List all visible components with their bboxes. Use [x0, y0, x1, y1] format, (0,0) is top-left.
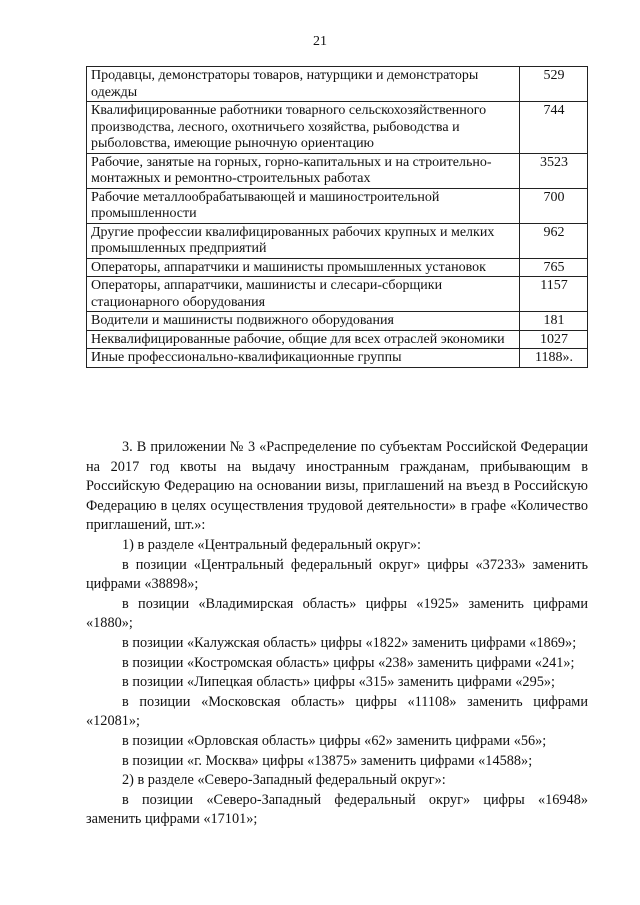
table-row [87, 188, 588, 223]
profession-group-cell: Иные профессионально-квалификационные группы [87, 349, 520, 368]
paragraph-item: в позиции «Липецкая область» цифры «315» заменить цифрами «295»; [122, 674, 555, 691]
page-number: 21 [313, 34, 327, 49]
quota-value-cell: 700 [520, 188, 588, 223]
table-row [87, 223, 588, 258]
profession-group-cell: Рабочие, занятые на горных, горно-капитальных и на строительно-монтажных и ремонтно-строительных работах [87, 153, 520, 188]
quota-value-cell: 1027 [520, 330, 588, 349]
quota-value-cell: 744 [520, 102, 588, 154]
paragraph-appendix-3: 3. В приложении № 3 «Распределение по субъектам Российской Федерации на 2017 год квоты на выдачу иностранным гражданам, прибывающим в Российскую Федерацию на основании визы, приглашений на въезд в Российскую Федерацию в целях осуществления трудовой деятельности» в графе «Количество приглашений, шт.»: [86, 439, 588, 534]
quota-value-cell: 529 [520, 67, 588, 102]
profession-group-cell: Операторы, аппаратчики и машинисты промышленных установок [87, 258, 520, 277]
paragraph-item: в позиции «Костромская область» цифры «238» заменить цифрами «241»; [122, 654, 575, 671]
paragraph-item: в позиции «Орловская область» цифры «62» заменить цифрами «56»; [122, 732, 547, 749]
table-row [87, 349, 588, 368]
quota-value-cell: 1157 [520, 277, 588, 312]
table-row [87, 102, 588, 154]
profession-group-cell: Неквалифицированные рабочие, общие для всех отраслей экономики [87, 330, 520, 349]
quota-value-cell: 765 [520, 258, 588, 277]
quota-table [86, 66, 588, 368]
paragraph-item: в позиции «Московская область» цифры «11108» заменить цифрами «12081»; [86, 693, 588, 730]
profession-group-cell: Продавцы, демонстраторы товаров, натурщики и демонстраторы одежды [87, 67, 520, 102]
paragraph-section-central: 1) в разделе «Центральный федеральный округ»: [122, 536, 421, 553]
profession-group-cell: Рабочие металлообрабатывающей и машиностроительной промышленности [87, 188, 520, 223]
table-row [87, 153, 588, 188]
table-row [87, 330, 588, 349]
table-row [87, 67, 588, 102]
quota-value-cell: 962 [520, 223, 588, 258]
profession-group-cell: Водители и машинисты подвижного оборудования [87, 312, 520, 331]
document-body [86, 438, 588, 830]
profession-group-cell: Квалифицированные работники товарного сельскохозяйственного производства, лесного, охотничьего хозяйства, рыбоводства и рыболовства, имеющие рыночную ориентацию [87, 102, 520, 154]
paragraph-item: в позиции «Центральный федеральный округ» цифры «37233» заменить цифрами «38898»; [86, 556, 588, 593]
quota-value-cell: 181 [520, 312, 588, 331]
profession-group-cell: Другие профессии квалифицированных рабочих крупных и мелких промышленных предприятий [87, 223, 520, 258]
paragraph-item: в позиции «Калужская область» цифры «1822» заменить цифрами «1869»; [122, 634, 577, 651]
profession-group-cell: Операторы, аппаратчики, машинисты и слесари-сборщики стационарного оборудования [87, 277, 520, 312]
paragraph-item: в позиции «г. Москва» цифры «13875» заменить цифрами «14588»; [122, 752, 533, 769]
quota-value-cell: 3523 [520, 153, 588, 188]
quota-value-cell: 1188». [520, 349, 588, 368]
table-row [87, 258, 588, 277]
paragraph-section-northwest: 2) в разделе «Северо-Западный федеральный округ»: [122, 772, 446, 789]
paragraph-item: в позиции «Владимирская область» цифры «1925» заменить цифрами «1880»; [86, 595, 588, 632]
paragraph-item: в позиции «Северо-Западный федеральный округ» цифры «16948» заменить цифрами «17101»; [86, 791, 588, 828]
table-row [87, 312, 588, 331]
table-row [87, 277, 588, 312]
